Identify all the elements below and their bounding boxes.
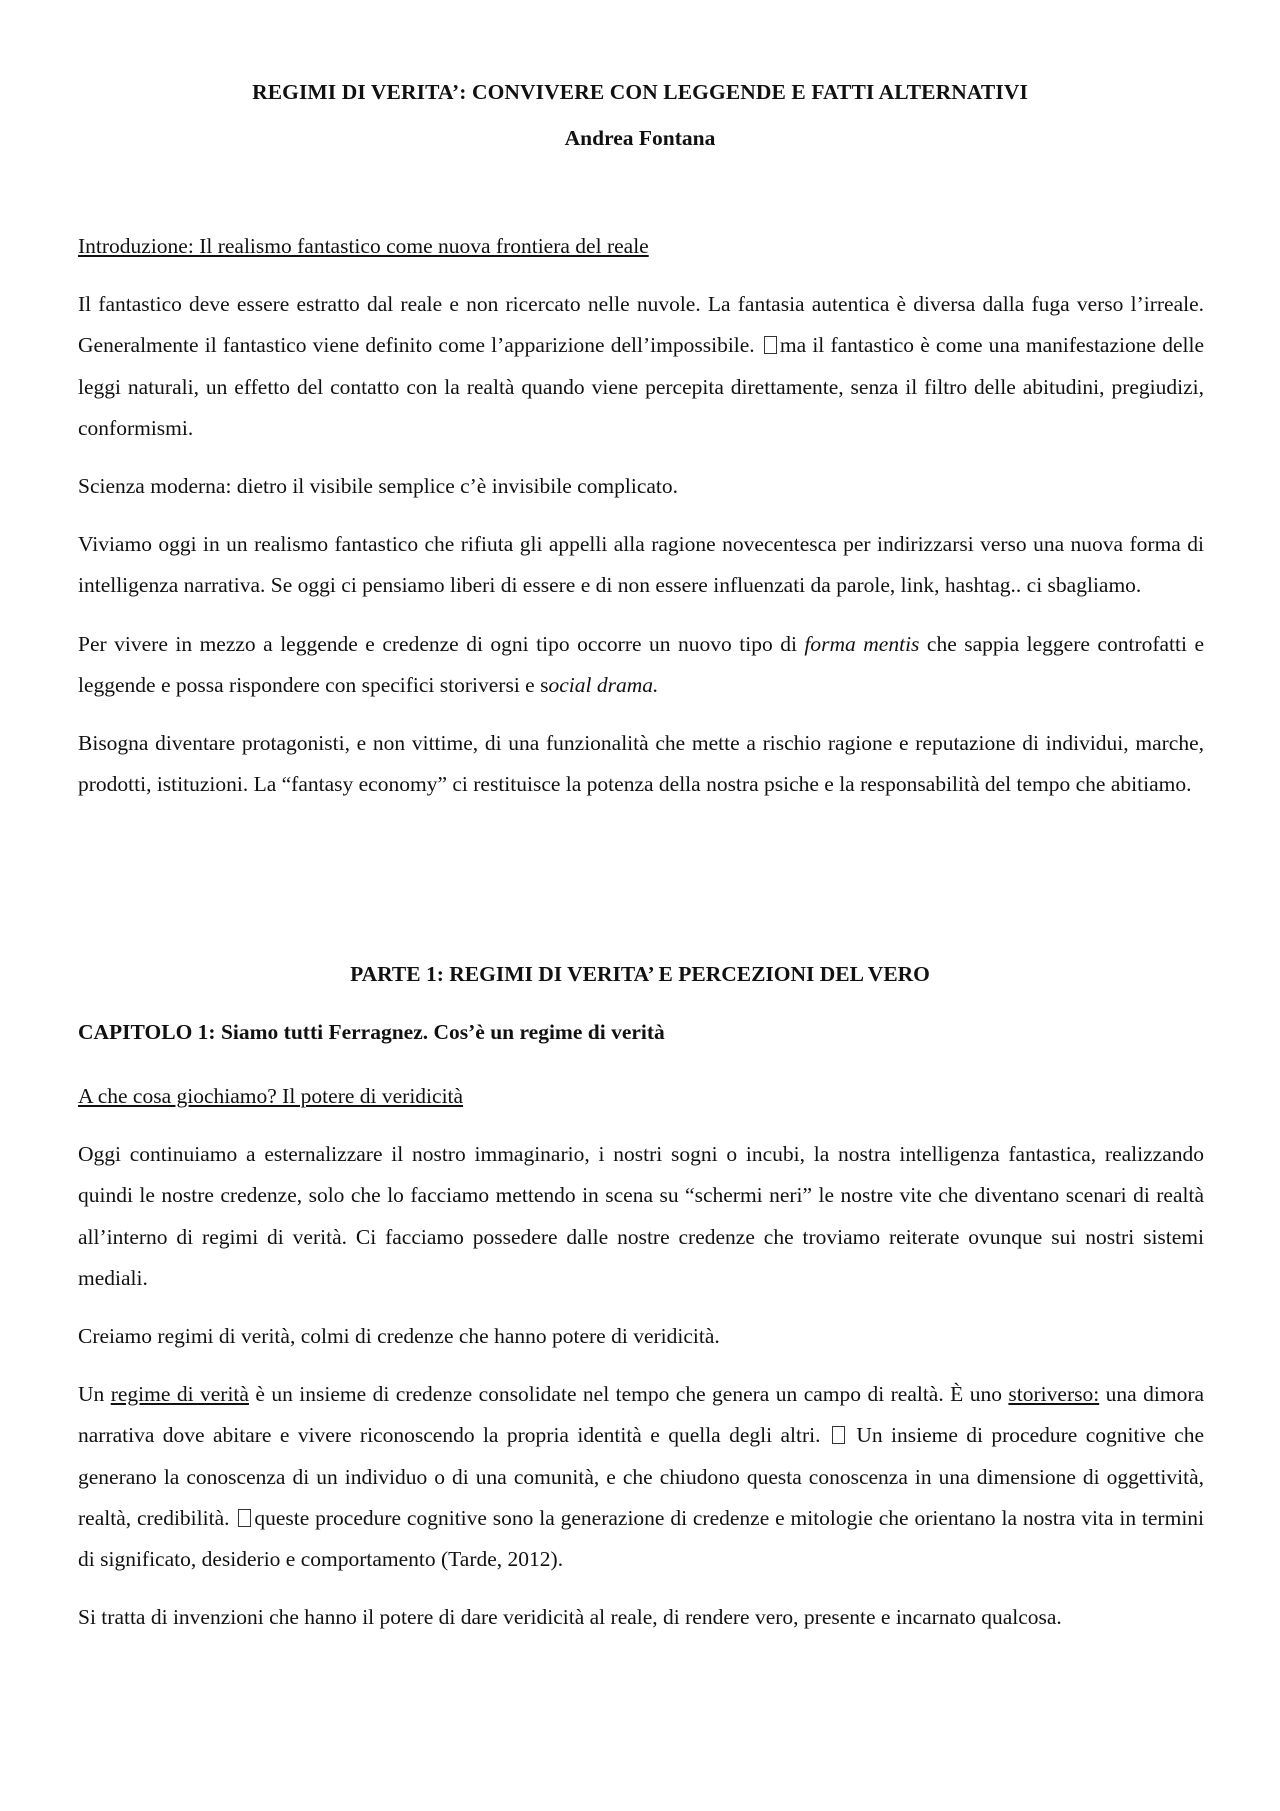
intro-paragraph-4 [78,624,1204,706]
regime-di-verita-term: regime di verità [110,1382,249,1407]
chapter-p3-text-a: Un [78,1382,105,1407]
chapter-paragraph-3 [78,1374,1204,1580]
intro-section [78,226,1204,822]
intro-p4-italic-social-drama: ocial drama. [548,672,659,697]
intro-paragraph-5: Bisogna diventare protagonisti, e non vittime, di una funzionalità che mette a rischio ragione e reputazione di individui, marche, prodotti, istituzioni. La “fantasy economy” ci restituisce la potenza della nostra psiche e la responsabilità del tempo che abitiamo. [78,731,1204,797]
intro-paragraph-3: Viviamo oggi in un realismo fantastico che rifiuta gli appelli alla ragione novecentesca per indirizzarsi verso una nuova forma di intelligenza narrativa. Se oggi ci pensiamo liberi di essere e di non essere influenzati da parole, link, hashtag.. ci sbagliamo. [78,532,1204,598]
document-author: Andrea Fontana [564,126,716,150]
intro-p4-text-b: che sappia leggere controfatti e leggende e possa rispondere con specifici storiversi e s [78,631,1205,697]
intro-p4-italic-forma-mentis: forma mentis [804,631,920,656]
intro-heading: Introduzione: Il realismo fantastico come nuova frontiera del reale [78,234,649,258]
intro-p1-text-b: ma il fantastico è come una manifestazione delle leggi naturali, un effetto del contatto con la realtà quando viene percepita direttamente, senza il filtro delle abitudini, pregiudizi, conformismi. [78,333,1204,440]
chapter-p3-text-e: queste procedure cognitive sono la generazione di credenze e mitologie che orientano la nostra vita in termini di significato, desiderio e comportamento (Tarde, 2012). [78,1505,1205,1572]
chapter-paragraph-4: Si tratta di invenzioni che hanno il potere di dare veridicità al reale, di rendere vero, presente e incarnato qualcosa. [78,1605,1062,1630]
document-title: REGIMI DI VERITA’: CONVIVERE CON LEGGENDE E FATTI ALTERNATIVI [252,80,1028,104]
chapter-p3-text-c: una dimora narrativa dove abitare e vivere riconoscendo la propria identità e quella degli altri. [78,1382,1205,1448]
chapter-p3-text-d: Un insieme di procedure cognitive che generano la conoscenza di un individuo o di una comunità, e che chiudono questa conoscenza in una dimensione di oggettività, realtà, credibilità. [78,1423,1204,1530]
chapter-subheading: A che cosa giochiamo? Il potere di veridicità [78,1084,464,1108]
intro-p1-text-a: Il fantastico deve essere estratto dal reale e non ricercato nelle nuvole. La fantasia autentica è diversa dalla fuga verso l’irreale. Generalmente il fantastico viene definito come l’apparizione dell’impossibile. [78,292,1204,358]
chapter-paragraph-1: Oggi continuiamo a esternalizzare il nostro immaginario, i nostri sogni o incubi, la nostra intelligenza fantastica, realizzando quindi le nostre credenze, solo che lo facciamo mettendo in scena su “schermi neri” le nostre vite che diventano scenari di realtà all’interno di regimi di verità. Ci facciamo possedere dalle nostre credenze che troviamo reiterate ovunque sui nostri sistemi mediali. [78,1142,1204,1290]
chapter-section [78,1076,1204,1655]
storiverso-term: storiverso: [1008,1382,1100,1407]
intro-p4-text-a: Per vivere in mezzo a leggende e credenze di ogni tipo occorre un nuovo tipo di [78,631,797,656]
arrow-icon [238,1509,251,1527]
chapter-p3-text-b: è un insieme di credenze consolidate nel tempo che genera un campo di realtà. È uno [255,1382,1002,1407]
arrow-icon [764,336,777,354]
arrow-icon [832,1426,845,1444]
intro-paragraph-1 [78,284,1204,449]
intro-paragraph-2: Scienza moderna: dietro il visibile semplice c’è invisibile complicato. [78,474,679,499]
part-title: PARTE 1: REGIMI DI VERITA’ E PERCEZIONI DEL VERO [350,962,930,986]
chapter-title: CAPITOLO 1: Siamo tutti Ferragnez. Cos’è un regime di verità [78,1020,665,1044]
chapter-paragraph-2: Creiamo regimi di verità, colmi di credenze che hanno potere di veridicità. [78,1324,720,1349]
